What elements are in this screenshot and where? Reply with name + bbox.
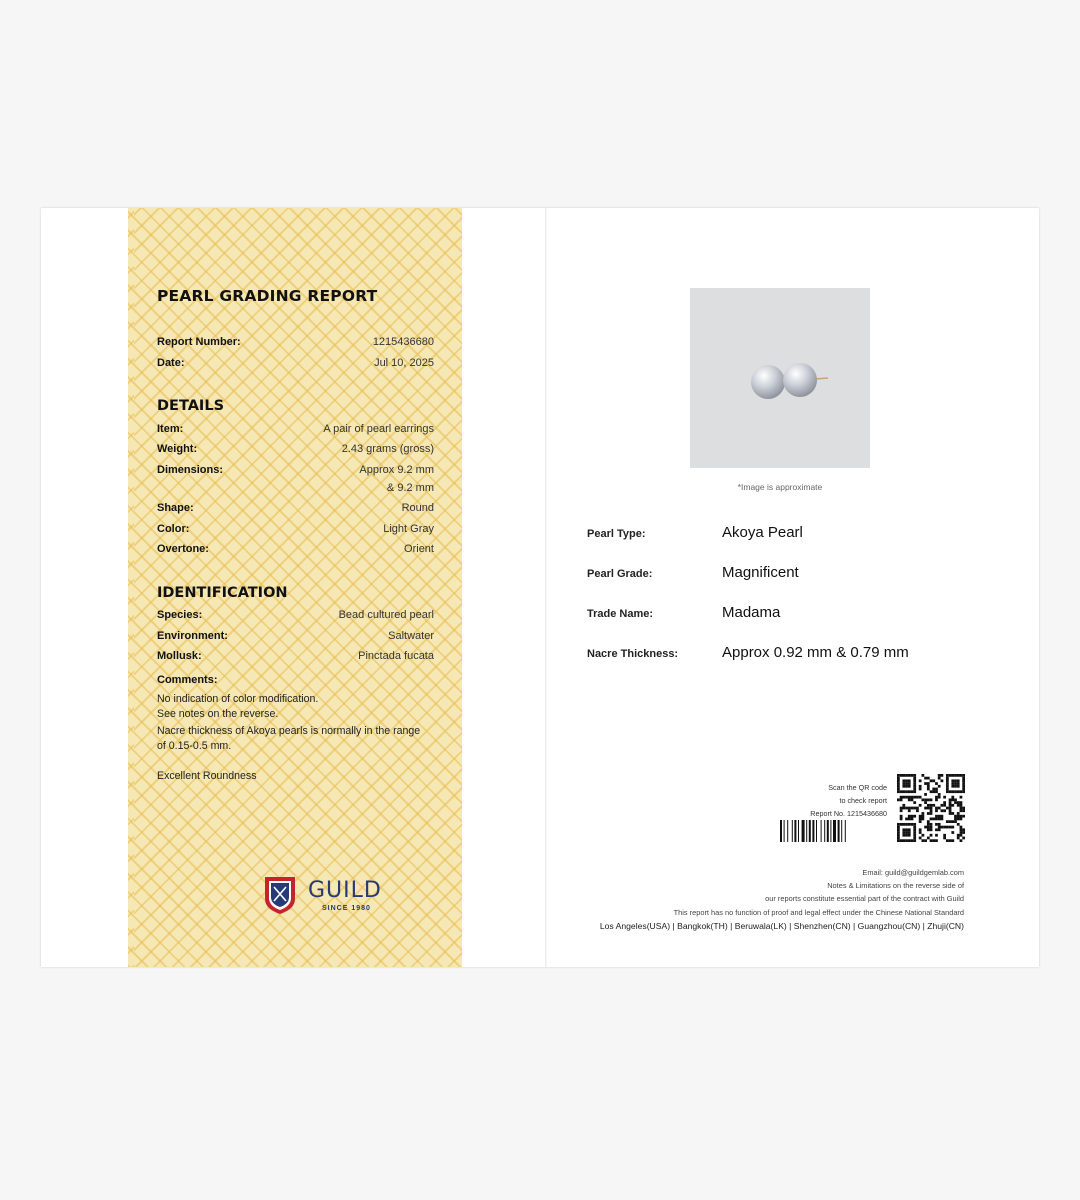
footer-email: Email: guild@guildgemlab.com <box>862 868 964 877</box>
qr-instruction: Scan the QR code <box>828 783 887 792</box>
guild-logo <box>263 873 393 915</box>
footer-note: Notes & Limitations on the reverse side of <box>827 881 964 890</box>
barcode-icon <box>780 820 886 842</box>
logo-since: SINCE 1980 <box>322 905 371 912</box>
detail-value: Round <box>401 502 434 514</box>
report-number-label: Report Number: <box>157 336 241 348</box>
spec-value: Madama <box>722 604 781 621</box>
detail-value: A pair of pearl earrings <box>323 423 434 435</box>
report-document <box>41 208 1039 967</box>
detail-label: Shape: <box>157 502 194 514</box>
spec-row <box>587 644 987 664</box>
details-row <box>157 464 434 480</box>
spec-value: Magnificent <box>722 564 799 581</box>
comments-label: Comments: <box>157 674 218 686</box>
detail-value: & 9.2 mm <box>386 482 434 494</box>
report-number-row <box>157 336 434 352</box>
spec-value: Approx 0.92 mm & 0.79 mm <box>722 644 909 661</box>
date-value: Jul 10, 2025 <box>374 357 434 369</box>
qr-instruction: to check report <box>839 796 887 805</box>
report-number-value: 1215436680 <box>372 336 434 348</box>
spec-label: Pearl Grade: <box>587 568 653 580</box>
detail-value: Light Gray <box>383 523 434 535</box>
identification-heading: IDENTIFICATION <box>157 585 288 601</box>
report-title: PEARL GRADING REPORT <box>157 287 378 305</box>
detail-label: Color: <box>157 523 190 535</box>
detail-value: Orient <box>404 543 434 555</box>
details-row <box>157 443 434 459</box>
details-row <box>157 423 434 439</box>
spec-row <box>587 564 987 584</box>
details-row <box>157 523 434 539</box>
identification-row <box>157 609 434 625</box>
spec-value: Akoya Pearl <box>722 524 803 541</box>
comment-line: Nacre thickness of Akoya pearls is normally in the range <box>157 725 421 737</box>
qr-code-icon[interactable] <box>897 774 965 842</box>
identification-row <box>157 650 434 666</box>
details-row <box>157 543 434 559</box>
spec-label: Nacre Thickness: <box>587 648 679 660</box>
comments-row <box>157 674 434 690</box>
footer-cities: Los Angeles(USA) | Bangkok(TH) | Beruwala(LK) | Shenzhen(CN) | Guangzhou(CN) | Zhuji(CN) <box>599 921 964 931</box>
details-row <box>157 502 434 518</box>
identification-value: Bead cultured pearl <box>338 609 434 621</box>
identification-row <box>157 630 434 646</box>
detail-label: Dimensions: <box>157 464 224 476</box>
comment-line: No indication of color modification. <box>157 693 319 705</box>
details-row <box>157 482 434 498</box>
detail-label: Item: <box>157 423 184 435</box>
details-heading: DETAILS <box>157 398 225 414</box>
detail-label: Overtone: <box>157 543 209 555</box>
spec-label: Trade Name: <box>587 608 654 620</box>
detail-value: Approx 9.2 mm <box>359 464 434 476</box>
identification-label: Species: <box>157 609 203 621</box>
footer-note: our reports constitute essential part of the contract with Guild <box>765 894 964 903</box>
page-fold <box>545 208 547 967</box>
roundness-note: Excellent Roundness <box>157 770 257 782</box>
spec-row <box>587 524 987 544</box>
detail-label: Weight: <box>157 443 198 455</box>
identification-label: Environment: <box>157 630 228 642</box>
footer-disclaimer: This report has no function of proof and legal effect under the Chinese National Standard <box>673 908 964 917</box>
date-row <box>157 357 434 373</box>
image-caption: *Image is approximate <box>737 482 823 492</box>
identification-value: Pinctada fucata <box>358 650 434 662</box>
comment-line: of 0.15-0.5 mm. <box>157 740 232 752</box>
logo-wordmark: GUILD <box>308 878 382 903</box>
grading-panel <box>128 208 462 967</box>
spec-label: Pearl Type: <box>587 528 646 540</box>
shield-icon <box>263 875 297 915</box>
qr-report-number: Report No. 1215436680 <box>810 809 887 818</box>
pearl-photo <box>690 288 870 468</box>
spec-row <box>587 604 987 624</box>
detail-value: 2.43 grams (gross) <box>341 443 434 455</box>
date-label: Date: <box>157 357 185 369</box>
identification-value: Saltwater <box>388 630 434 642</box>
comment-line: See notes on the reverse. <box>157 708 279 720</box>
identification-label: Mollusk: <box>157 650 202 662</box>
pearl-earrings-image <box>690 288 870 468</box>
